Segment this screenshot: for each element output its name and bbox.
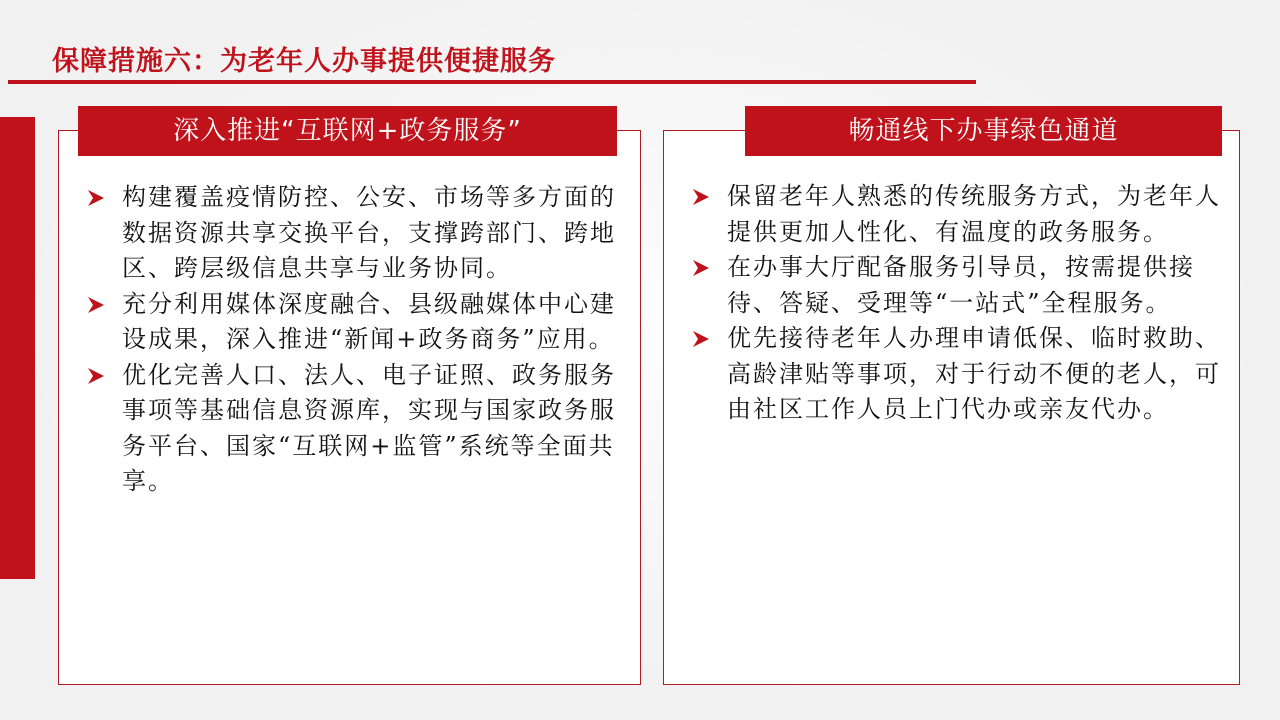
bullet-text: 在办事大厅配备服务引导员，按需提供接待、答疑、受理等“一站式”全程服务。 bbox=[727, 253, 1195, 317]
bullet-text: 充分利用媒体深度融合、县级融媒体中心建设成果，深入推进“新闻+政务商务”应用。 bbox=[122, 289, 616, 353]
list-item bbox=[84, 287, 624, 358]
arrowhead-icon bbox=[86, 295, 106, 315]
bullet-text: 优先接待老年人办理申请低保、临时救助、高龄津贴等事项，对于行动不便的老人，可由社区工作人员上门代办或亲友代办。 bbox=[727, 324, 1221, 423]
list-item bbox=[84, 358, 624, 500]
left-bullet-list bbox=[84, 180, 624, 500]
bullet-text: 保留老年人熟悉的传统服务方式，为老年人提供更加人性化、有温度的政务服务。 bbox=[727, 182, 1221, 246]
left-accent-bar bbox=[0, 117, 35, 579]
arrowhead-icon bbox=[691, 258, 711, 278]
list-item bbox=[689, 250, 1229, 321]
arrowhead-icon bbox=[86, 188, 106, 208]
right-bullet-list bbox=[689, 179, 1229, 428]
arrowhead-icon bbox=[86, 366, 106, 386]
left-panel-header: 深入推进“互联网+政务服务” bbox=[78, 106, 617, 156]
slide-title: 保障措施六：为老年人办事提供便捷服务 bbox=[52, 46, 556, 77]
right-panel-header: 畅通线下办事绿色通道 bbox=[745, 106, 1222, 156]
list-item bbox=[84, 180, 624, 287]
bullet-text: 构建覆盖疫情防控、公安、市场等多方面的数据资源共享交换平台，支撑跨部门、跨地区、跨层级信息共享与业务协同。 bbox=[122, 183, 616, 282]
bullet-text: 优化完善人口、法人、电子证照、政务服务事项等基础信息资源库，实现与国家政务服务平台、国家“互联网+监管”系统等全面共享。 bbox=[122, 360, 616, 495]
arrowhead-icon bbox=[691, 329, 711, 349]
list-item bbox=[689, 321, 1229, 428]
list-item bbox=[689, 179, 1229, 250]
title-underline bbox=[8, 80, 976, 84]
arrowhead-icon bbox=[691, 187, 711, 207]
